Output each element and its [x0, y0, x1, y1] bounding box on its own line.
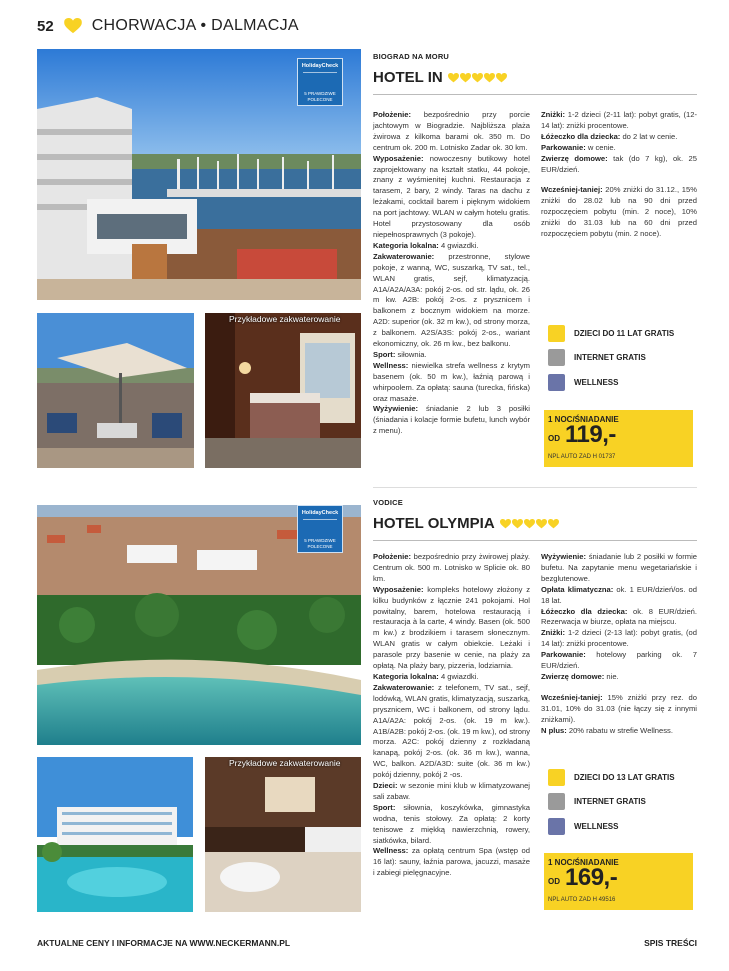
- description-paragraph: [373, 154, 530, 241]
- hotel-olympia-name: HOTEL OLYMPIA: [373, 515, 495, 532]
- description-paragraph: [373, 252, 530, 350]
- kids-free-icon: [548, 325, 565, 342]
- hotel-in-terrace-photo: [37, 313, 194, 468]
- hotel-in-room-photo: [205, 313, 361, 468]
- description-paragraph: [373, 241, 530, 252]
- description-key: Położenie:: [373, 552, 411, 561]
- description-paragraph: [541, 672, 697, 683]
- hotel-olympia-location: VODICE: [373, 498, 403, 507]
- description-paragraph: [541, 132, 697, 143]
- description-value: 15% zniżki przy rez. do 31.01, 10% do 31.03 (nie łączy się z innymi zniżkami).: [541, 692, 697, 724]
- hotel-in-location: BIOGRAD NA MORU: [373, 52, 450, 61]
- description-key: Wyposażenie:: [373, 153, 424, 163]
- description-key: Kategoria lokalna:: [373, 671, 439, 681]
- description-key: Wellness:: [373, 360, 409, 370]
- holidaycheck-badge: HolidayCheck 5 PRAWDZIWE POLECONE: [297, 58, 343, 106]
- description-value: za opłatą centrum Spa (wstęp od 16 lat): sauny, łaźnia parowa, jacuzzi, masaże i zabiegi pielęgnacyjne.: [373, 846, 530, 878]
- price-label: 1 NOC/ŚNIADANIE: [548, 858, 619, 867]
- heart-rating-icon: [496, 73, 507, 83]
- heart-rating-icon: [484, 73, 495, 83]
- description-key: Wyżywienie:: [541, 552, 587, 561]
- page-title: CHORWACJA • DALMACJA: [91, 17, 299, 34]
- hotel-in-price-box: [544, 410, 693, 467]
- wellness-icon: [548, 818, 565, 835]
- description-value: w cenie.: [585, 142, 616, 152]
- feature-internet-free: INTERNET GRATIS: [548, 793, 646, 810]
- description-key: Zakwaterowanie:: [373, 682, 435, 692]
- footer-toc-link[interactable]: SPIS TREŚCI: [644, 938, 697, 948]
- description-key: N plus:: [541, 725, 567, 735]
- hotel-olympia-rating: [500, 519, 559, 529]
- hotel-olympia-divider: [373, 540, 697, 541]
- description-key: Wellness:: [373, 846, 409, 856]
- hotel-in-rating: [448, 73, 507, 83]
- description-value: 20% rabatu w strefie Wellness.: [566, 725, 673, 735]
- description-value: bezpośrednio przy porcie jachtowym w Biogradzie. Najbliższa plaża żwirowa z kilkoma barami ok. 350 m. Do centrum ok. 200 m. Lotnisko Zadar ok. 30 km.: [373, 110, 530, 152]
- holidaycheck-badge: HolidayCheck 5 PRAWDZIWE POLECONE: [297, 505, 343, 553]
- description-paragraph: [373, 361, 530, 405]
- description-key: Sport:: [373, 802, 396, 812]
- description-paragraph: [541, 110, 697, 132]
- description-key: Zwierzę domowe:: [541, 153, 608, 163]
- description-paragraph: [541, 552, 697, 585]
- description-paragraph: [541, 693, 697, 726]
- description-key: Wcześniej-taniej:: [541, 185, 603, 195]
- wellness-icon: [548, 374, 565, 391]
- description-value: kompleks hotelowy złożony z kilku budynków z łącznie 241 pokojami. Hol powitalny, barem, hotelowa restauracją i restauracja à la carte, 4 windy. Basen (ok. 500 m kw.) z brodzikiem i tarasem słonecznym. WLAN gratis w całym obiekcie. Leżaki i parasole przy basenie w cenie, na plaży za opłatą. Na plaży bary, pizzeria, lodziarnia.: [373, 584, 530, 671]
- internet-icon: [548, 349, 565, 366]
- description-key: Wyposażenie:: [373, 584, 424, 594]
- hotel-olympia-title: [373, 515, 559, 532]
- hotel-in-description-col2: [541, 110, 697, 240]
- description-paragraph: [541, 726, 697, 737]
- heart-rating-icon: [500, 519, 511, 529]
- description-key: Dzieci:: [373, 781, 398, 791]
- description-key: Wcześniej-taniej:: [541, 692, 603, 702]
- description-value: 20% zniżki do 31.12., 15% zniżki do 28.02 lub na 90 dni przed rozpoczęciem pobytu (min. 2 noce), 10% zniżki do 31.03 lub na 60 dni przed rozpoczęciem pobytu (min. 2 noce).: [541, 185, 697, 239]
- section-divider: [373, 487, 697, 488]
- price-code: NPL AUTO ZAD H 49516: [548, 897, 616, 903]
- description-paragraph: [541, 607, 697, 629]
- internet-icon: [548, 793, 565, 810]
- description-value: 1-2 dzieci (2-13 lat): pobyt gratis, (od 14 lat): zniżki procentowe.: [541, 628, 697, 649]
- description-paragraph: [373, 350, 530, 361]
- description-paragraph: [373, 404, 530, 437]
- description-value: ok. 8 EUR/dzień. Rezerwacja w biurze, opłata na miejscu.: [541, 606, 698, 627]
- description-value: z telefonem, TV sat., sejf, lodówką, WLAN gratis, klimatyzacją, suszarką, prysznicem, WC i balkonem, od strony lądu. A1A/A2A: pokój 2-os. (ok. 19 m kw.). A1B/A2B: pokój 2-os. (ok. 19 m kw.), od strony morza. A2C: pokój dzienny z rozkładaną kanapą, pokój 2-os. (ok. 36 m kw.), wanna, WC, balkon. A2D/A3D: suite (ok. 36 m kw.) pokój dzienny, pokój 2 -os.: [373, 682, 531, 780]
- description-key: Zwierzę domowe:: [541, 671, 605, 681]
- hotel-olympia-pool-photo: [37, 757, 193, 912]
- description-key: Parkowanie:: [541, 650, 586, 660]
- description-value: śniadanie lub 2 posiłki w formie bufetu. Na zapytanie menu wegetariańskie i bezglutenowe.: [541, 552, 697, 583]
- price-amount: 119,-: [565, 421, 616, 448]
- description-value: ok. 1 EUR/dzień/os. od 18 lat.: [541, 584, 698, 605]
- description-value: przestronne, stylowe pokoje, z wanną, WC, suszarką, TV sat., tel., WLAN gratis, sejf, klimatyzacją. A1A/A2A/A3A: pokój 2-os. od str. lądu, ok. 26 m kw. A2B: pokój 2-os. z prysznicem i balkonem z bocznym widokiem na morze. A2D: superior (ok. 32 m kw.), od strony morza, z balkonem. A2S/A3S: pokój 2-os., wariant ekonomiczny, ok. 26 m kw., bez balkonu.: [373, 251, 530, 349]
- description-key: Kategoria lokalna:: [373, 240, 439, 250]
- description-paragraph: [541, 650, 697, 672]
- description-paragraph: [373, 683, 530, 781]
- description-key: Zniżki:: [541, 628, 566, 638]
- hotel-olympia-description-col2: [541, 552, 697, 737]
- hotel-in-title: [373, 69, 507, 86]
- heart-rating-icon: [512, 519, 523, 529]
- description-paragraph: [541, 185, 697, 240]
- description-key: Sport:: [373, 349, 396, 359]
- footer-website-link[interactable]: AKTUALNE CENY I INFORMACJE NA WWW.NECKERMANN.PL: [37, 938, 291, 948]
- description-value: siłownia, koszykówka, gimnastyka wodna, tenis stołowy. Za opłatą: 2 korty tenisowe z miękką nawierzchnią, rowery, siatkówka, bilard.: [373, 802, 530, 845]
- heart-rating-icon: [536, 519, 547, 529]
- feature-wellness: WELLNESS: [548, 374, 618, 391]
- description-key: Opłata klimatyczna:: [541, 584, 614, 594]
- price-label: 1 NOC/ŚNIADANIE: [548, 415, 619, 424]
- description-paragraph: [541, 143, 697, 154]
- price-from: OD: [548, 434, 560, 443]
- price-from: OD: [548, 877, 560, 886]
- description-paragraph: [541, 154, 697, 176]
- page-header: [37, 14, 299, 38]
- description-paragraph: [373, 781, 530, 803]
- price-code: NPL AUTO ZAD H 01737: [548, 454, 616, 460]
- hotel-olympia-room-photo: [205, 757, 361, 912]
- feature-kids-free: DZIECI DO 13 LAT GRATIS: [548, 769, 675, 786]
- description-paragraph: [373, 846, 530, 879]
- heart-rating-icon: [460, 73, 471, 83]
- description-paragraph: [541, 585, 697, 607]
- hotel-olympia-description-col1: [373, 552, 530, 879]
- description-key: Wyżywienie:: [373, 404, 419, 414]
- heart-rating-icon: [524, 519, 535, 529]
- description-value: do 2 lat w cenie.: [620, 131, 678, 141]
- description-value: siłownia.: [395, 349, 427, 359]
- description-value: hotelowy parking ok. 7 EUR/dzień.: [541, 650, 697, 671]
- hotel-in-divider: [373, 94, 697, 95]
- description-paragraph: [373, 672, 530, 683]
- price-amount: 169,-: [565, 864, 618, 891]
- heart-logo-icon: [64, 18, 82, 34]
- feature-wellness: WELLNESS: [548, 818, 618, 835]
- description-paragraph: [541, 628, 697, 650]
- hotel-olympia-photo-caption: Przykładowe zakwaterowanie: [229, 758, 341, 768]
- heart-rating-icon: [448, 73, 459, 83]
- hotel-in-description-col1: [373, 110, 530, 437]
- hotel-in-name: HOTEL IN: [373, 69, 443, 86]
- description-value: 1-2 dzieci (2-11 lat): pobyt gratis, (12-14 lat): zniżki procentowe.: [541, 110, 697, 130]
- description-key: Parkowanie:: [541, 142, 586, 152]
- heart-rating-icon: [472, 73, 483, 83]
- description-paragraph: [373, 803, 530, 847]
- description-key: Łóżeczko dla dziecka:: [541, 606, 628, 616]
- description-key: Zakwaterowanie:: [373, 251, 435, 261]
- description-value: nowoczesny butikowy hotel zaprojektowany na kształt statku, 44 pokoje, znany z wyśmienitej kuchni. Restauracja z tarasem, 2 bary, 2 windy. Taras na dachu z leżakami, cocktail barem i pięknym widokiem na port jachtowy. WLAN w całym hotelu gratis. Hotel przystosowany dla osób niepełnosprawnych (3 pokoje).: [373, 153, 530, 239]
- hotel-in-photo-caption: Przykładowe zakwaterowanie: [229, 314, 341, 324]
- feature-internet-free: INTERNET GRATIS: [548, 349, 646, 366]
- description-value: bezpośrednio przy żwirowej plaży. Centrum ok. 500 m. Lotnisko w Splicie ok. 80 km.: [373, 552, 530, 583]
- description-value: nie.: [604, 671, 619, 681]
- description-value: 4 gwiazdki.: [438, 671, 479, 681]
- description-key: Łóżeczko dla dziecka:: [541, 131, 621, 141]
- description-value: śniadanie 2 lub 3 posiłki (śniadania i kolacje formie bufetu, lunch wybór z menu).: [373, 404, 530, 436]
- page-number: 52: [37, 17, 54, 35]
- description-paragraph: [373, 585, 530, 672]
- description-paragraph: [373, 552, 530, 585]
- description-value: niewielka strefa wellness z krytym basenem (ok. 50 m kw.), łaźnią parową i whirpoolem. Za opłatą: sauna (turecka, fińska) oraz masaże.: [373, 360, 530, 403]
- description-value: w sezonie mini klub w klimatyzowanej sali zabaw.: [373, 781, 530, 801]
- kids-free-icon: [548, 769, 565, 786]
- description-key: Położenie:: [373, 110, 411, 119]
- description-value: tak (do 7 kg), ok. 25 EUR/dzień.: [541, 153, 697, 174]
- description-key: Zniżki:: [541, 110, 566, 119]
- description-paragraph: [373, 110, 530, 154]
- hotel-olympia-price-box: [544, 853, 693, 910]
- heart-rating-icon: [548, 519, 559, 529]
- feature-kids-free: DZIECI DO 11 LAT GRATIS: [548, 325, 674, 342]
- description-value: 4 gwiazdki.: [438, 240, 479, 250]
